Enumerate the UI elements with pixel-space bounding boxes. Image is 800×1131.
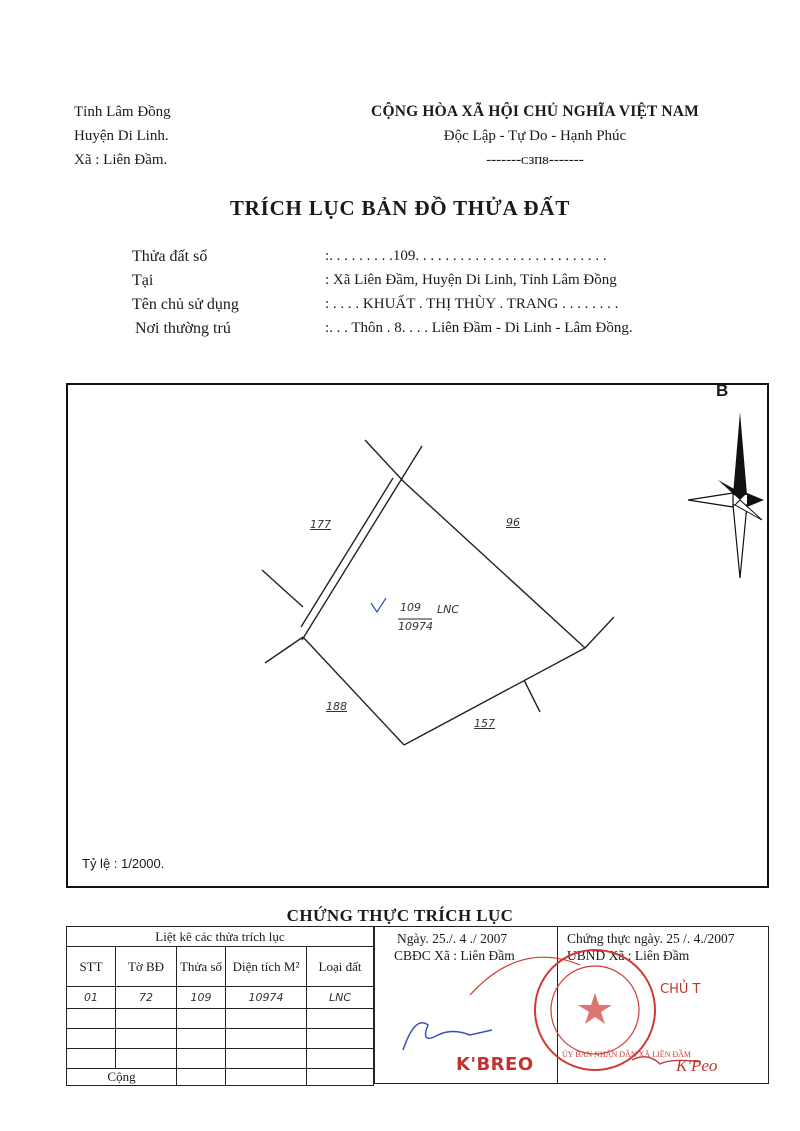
map-scale: Tỷ lệ : 1/2000.: [82, 856, 165, 871]
cell-to-bd: 72: [116, 987, 177, 1009]
neighbor-parcel-label: 157: [474, 717, 495, 730]
field-value-parcel: :. . . . . . . . .109. . . . . . . . . . . . . . . . . . . . . . . . . .: [325, 248, 607, 264]
neighbor-parcel-label: 177: [310, 518, 331, 531]
surveyor-date: Ngày. 25./. 4 ./ 2007: [397, 931, 508, 946]
neighbor-parcel-label: 96: [506, 516, 520, 529]
parcel-land-type-label: LNC: [437, 603, 460, 616]
seal-text: ỦY BAN NHÂN DÂN XÃ LIÊN ĐẦM: [562, 1050, 692, 1059]
province-label: Tỉnh Lâm Đồng: [74, 104, 171, 120]
field-label-parcel: Thửa đất số: [132, 248, 208, 265]
chairman-name: K'Peo: [676, 1056, 718, 1075]
north-label: B: [716, 381, 729, 400]
column-header: Tờ BĐ: [116, 947, 177, 987]
surveyor-officer: CBĐC Xã : Liên Đầm: [394, 948, 515, 963]
header-ornament: -------ᴄᴈᴨᴕ-------: [486, 152, 584, 168]
parcel-number-label: 109: [400, 601, 421, 614]
column-header: Diện tích M²: [226, 947, 307, 987]
neighbor-parcel-label: 188: [326, 700, 347, 713]
district-label: Huyện Di Linh.: [74, 128, 169, 144]
cell-loai-dat: LNC: [307, 987, 374, 1009]
total-label: Cộng: [67, 1069, 177, 1086]
list-heading: Liệt kê các thửa trích lục: [67, 927, 374, 947]
field-label-location: Tại: [132, 272, 154, 289]
field-value-location: : Xã Liên Đầm, Huyện Di Linh, Tỉnh Lâm Đồng: [325, 272, 617, 288]
commune-label: Xã : Liên Đầm.: [74, 152, 168, 168]
column-header: Thửa số: [177, 947, 226, 987]
column-header: STT: [67, 947, 116, 987]
surveyor-signature: [403, 1023, 492, 1050]
field-label-residence: Nơi thường trú: [135, 320, 231, 337]
document-title: TRÍCH LỤC BẢN ĐỒ THỬA ĐẤT: [229, 196, 571, 220]
committee-officer: UBND Xã : Liên Đầm: [567, 948, 690, 963]
cell-dien-tich: 10974: [226, 987, 307, 1009]
certification-title: CHỨNG THỰC TRÍCH LỤC: [286, 906, 514, 925]
field-value-owner: : . . . . KHUẤT . THỊ THÙY . TRANG . . . . . . . .: [325, 296, 619, 312]
field-label-owner: Tên chủ sử dụng: [132, 296, 239, 313]
chairman-title: CHỦ T: [660, 982, 701, 997]
nation-title: CỘNG HÒA XÃ HỘI CHỦ NGHĨA VIỆT NAM: [371, 103, 699, 120]
surveyor-name: K'BREO: [456, 1054, 534, 1075]
cell-thua-so: 109: [177, 987, 226, 1009]
column-header: Loại đất: [307, 947, 374, 987]
cell-stt: 01: [67, 987, 116, 1009]
parcel-area-label: 10974: [398, 620, 433, 633]
committee-date: Chứng thực ngày. 25 /. 4./2007: [567, 931, 735, 946]
field-value-residence: :. . . Thôn . 8. . . . Liên Đầm - Di Linh - Lâm Đồng.: [325, 320, 633, 336]
national-motto: Độc Lập - Tự Do - Hạnh Phúc: [443, 128, 627, 144]
